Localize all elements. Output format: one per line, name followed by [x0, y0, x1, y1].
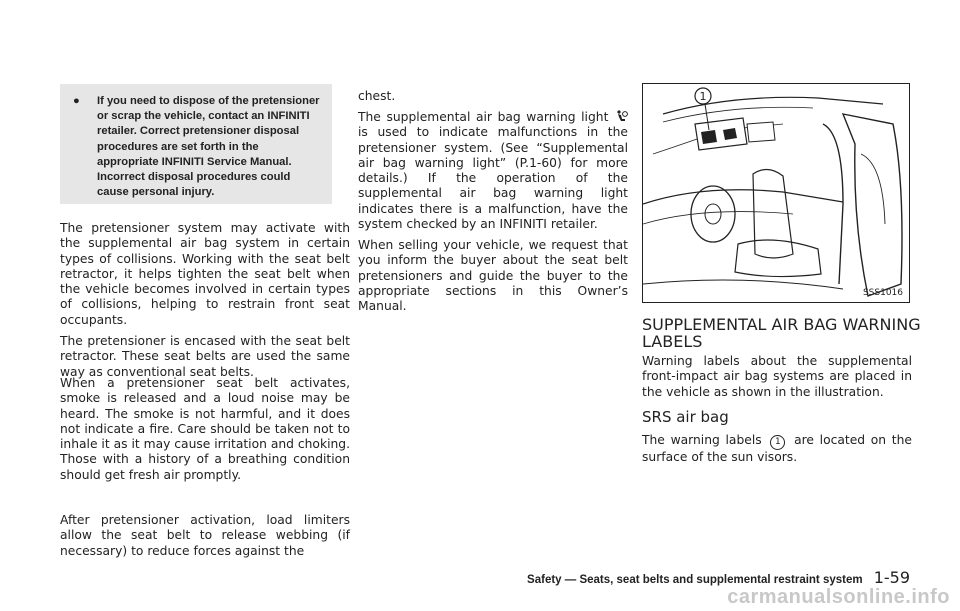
callout-marker-1: 1 [770, 435, 785, 450]
figure-callout-1: 1 [699, 90, 707, 103]
section-heading: SUPPLEMENTAL AIR BAG WARNING LABELS [642, 315, 921, 351]
paragraph-chest: chest. [358, 89, 396, 103]
page-number: 1-59 [873, 568, 910, 587]
paragraph-selling-vehicle: When selling your vehicle, we request that you inform the buyer about the seat belt pretensioners and guide the buyer to the appropriate sections in this Owner’s Manual. [358, 238, 628, 314]
warning-light-text-after: is used to indicate malfunctions in the pretensioner system. (See “Supplemental air bag warning light” (P.1-60) for more details.) If the operation of the supplemental air bag warning light indicates there is a malfunction, have the system checked by an INFINITI retailer. [358, 125, 628, 232]
car-interior-drawing [643, 84, 908, 301]
warning-item [75, 94, 323, 200]
watermark: carmanualsonline.info [727, 586, 950, 608]
paragraph-load-limiters: After pretensioner activation, load limiters allow the seat belt to release webbing (if necessary) to reduce forces against the [60, 513, 350, 558]
airbag-warning-light-icon [614, 110, 628, 123]
warning-light-text-before: The supplemental air bag warning light [358, 110, 609, 124]
paragraph-warning-light [358, 110, 628, 232]
sun-visor-text-after: are located on the surface of the sun visors. [642, 433, 912, 464]
figure-code: SSS1016 [862, 288, 903, 298]
paragraph-warning-labels: Warning labels about the supplemental front-impact air bag systems are placed in the vehicle as shown in the illustration. [642, 354, 912, 399]
sun-visor-text-before: The warning labels [642, 433, 762, 447]
paragraph-pretensioner-activation: The pretensioner system may activate with the supplemental air bag system in certain types of collisions. Working with the seat belt retractor, it helps tighten the seat belt when the vehicle becomes involved in certain types of collisions, helping to restrain front seat occupants. [60, 221, 350, 327]
subsection-heading: SRS air bag [642, 408, 729, 426]
footer-section-title: Safety — Seats, seat belts and supplemental restraint system [527, 574, 863, 586]
warning-text: If you need to dispose of the pretensioner or scrap the vehicle, contact an INFINITI retailer. Correct pretensioner disposal procedures are set forth in the appropriate INFINITI Service Manual. Incorrect disposal procedures could cause personal injury. [97, 95, 320, 199]
page-footer [505, 568, 910, 587]
bullet: ● [73, 95, 80, 107]
paragraph-smoke-released: When a pretensioner seat belt activates, smoke is released and a loud noise may be heard. The smoke is not harmful, and it does not indicate a fire. Care should be taken not to inhale it as it may cause irritation and choking. Those with a history of a breathing condition should get fresh air promptly. [60, 376, 350, 482]
paragraph-sun-visors [642, 433, 912, 465]
paragraph-pretensioner-encased: The pretensioner is encased with the seat belt retractor. These seat belts are used the same way as conventional seat belts. [60, 334, 350, 379]
sun-visor-label-illustration [642, 83, 910, 303]
